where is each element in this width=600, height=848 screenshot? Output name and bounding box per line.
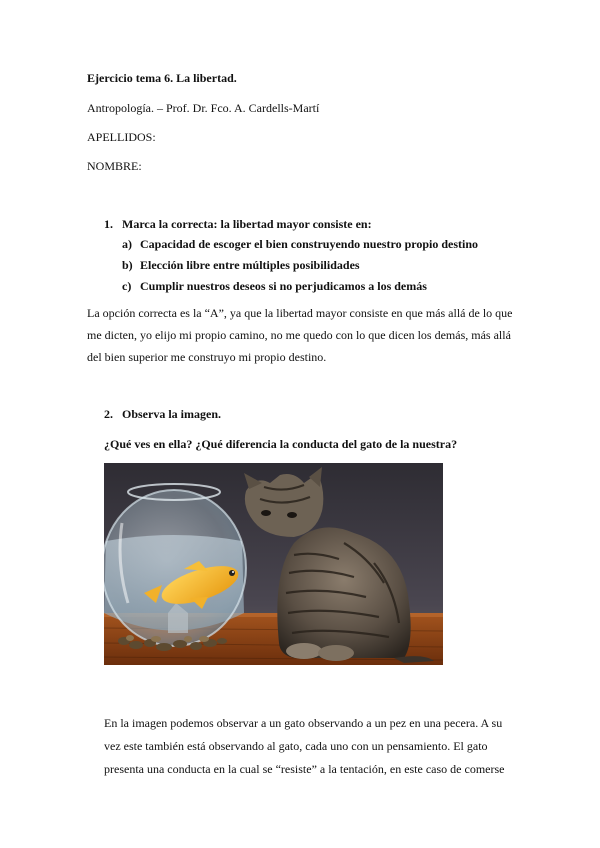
apellidos-label: APELLIDOS: [87, 130, 156, 144]
question-2-answer-line-2: vez este también está observando al gato, cada uno con un pensamiento. El gato [104, 739, 488, 753]
option-label: b) [122, 258, 133, 272]
question-1-answer-line-1: La opción correcta es la “A”, ya que la libertad mayor consiste en que más allá de lo que [87, 306, 513, 320]
question-2-text: Observa la imagen. [122, 407, 221, 421]
question-2-number: 2. [104, 407, 113, 421]
question-1-option-c [122, 279, 427, 294]
course-subject: Antropología. – Prof. Dr. Fco. A. Cardells-Martí [87, 101, 320, 115]
option-text: Cumplir nuestros deseos si no perjudicamos a los demás [140, 279, 427, 293]
question-1-text: Marca la correcta: la libertad mayor consiste en: [122, 217, 372, 231]
question-2-answer-line-1: En la imagen podemos observar a un gato observando a un pez en una pecera. A su [104, 716, 503, 730]
option-text: Capacidad de escoger el bien construyendo nuestro propio destino [140, 237, 479, 251]
document-title: Ejercicio tema 6. La libertad. [87, 71, 237, 85]
question-2-subquestion: ¿Qué ves en ella? ¿Qué diferencia la conducta del gato de la nuestra? [104, 437, 458, 451]
nombre-label: NOMBRE: [87, 159, 142, 173]
question-1-answer-line-3: del bien superior me construyo mi propio destino. [87, 350, 327, 364]
option-text: Elección libre entre múltiples posibilidades [140, 258, 360, 272]
question-1-option-a [122, 237, 478, 252]
cat-and-fishbowl-illustration [104, 463, 443, 665]
question-1-number: 1. [104, 217, 113, 231]
question-1-answer-line-2: me dicten, yo elijo mi propio camino, no me quedo con lo que dicen los demás, más allá [87, 328, 511, 342]
cat-and-fishbowl-image [104, 463, 443, 665]
option-label: a) [122, 237, 132, 251]
question-1-option-b [122, 258, 360, 273]
option-label: c) [122, 279, 132, 293]
question-2-answer-line-3: presenta una conducta en la cual se “resiste” a la tentación, en este caso de comerse [104, 762, 505, 776]
